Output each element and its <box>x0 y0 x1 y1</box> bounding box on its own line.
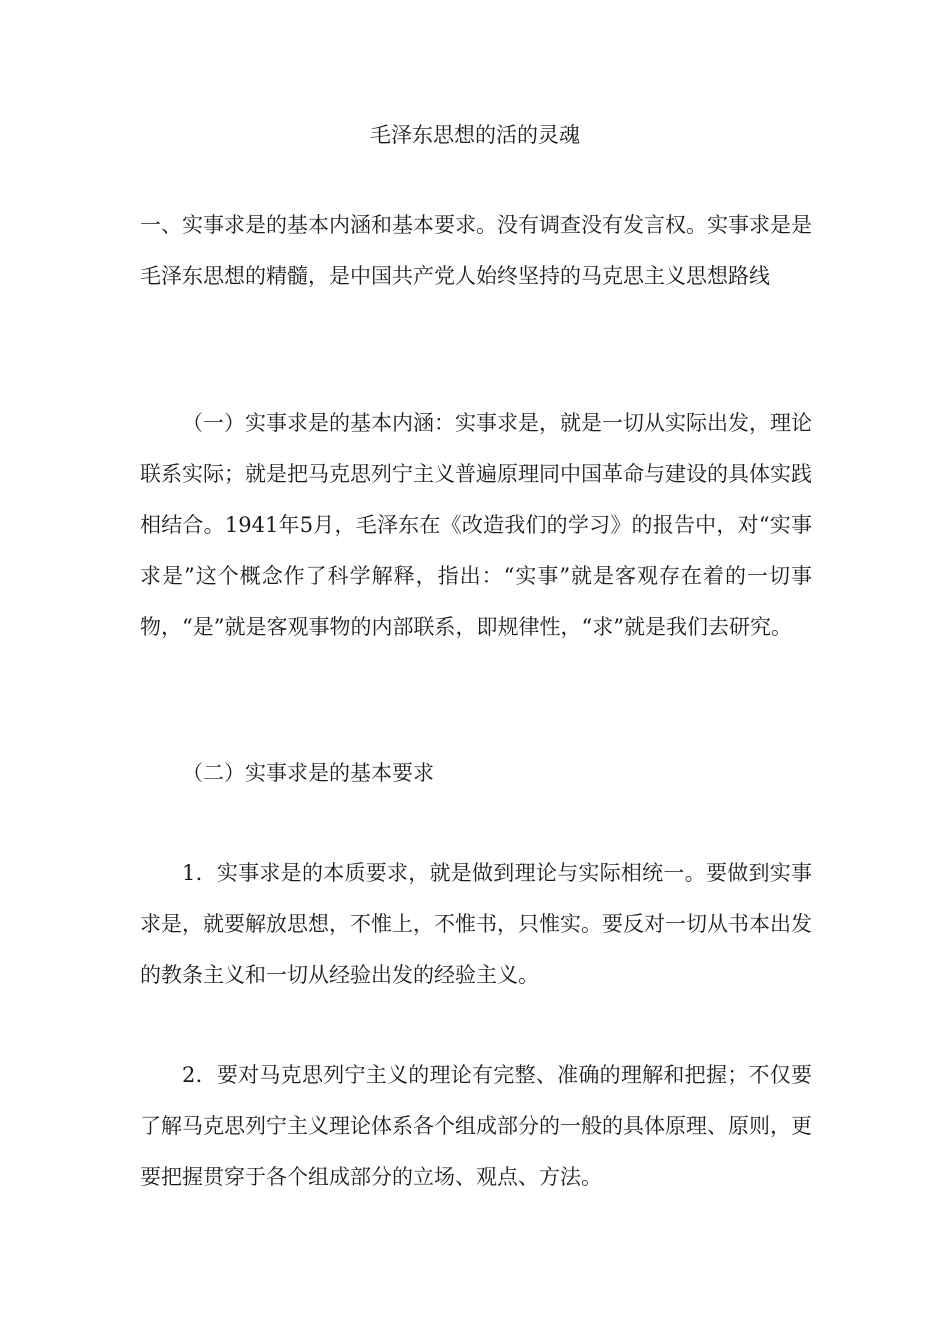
document-title: 毛泽东思想的活的灵魂 <box>370 123 580 147</box>
body-paragraph-item-2: 2．要对马克思列宁主义的理论有完整、准确的理解和把握；不仅要了解马克思列宁主义理论体系各个组成部分的一般的具体原理、原则，更要把握贯穿于各个组成部分的立场、观点、方法。 <box>140 1063 812 1189</box>
body-paragraph-item-1: 1．实事求是的本质要求，就是做到理论与实际相统一。要做到实事求是，就要解放思想，不惟上，不惟书，只惟实。要反对一切从书本出发的教条主义和一切从经验出发的经验主义。 <box>140 861 812 987</box>
section-heading-paragraph: 一、实事求是的基本内涵和基本要求。没有调查没有发言权。实事求是是毛泽东思想的精髓，是中国共产党人始终坚持的马克思主义思想路线 <box>140 213 812 288</box>
subsection-heading: （二）实事求是的基本要求 <box>182 761 434 785</box>
body-paragraph-basic-meaning: （一）实事求是的基本内涵：实事求是，就是一切从实际出发，理论联系实际；就是把马克思列宁主义普遍原理同中国革命与建设的具体实践相结合。1941年5月，毛泽东在《改造我们的学习》的报告中，对“实事求是”这个概念作了科学解释，指出：“实事”就是客观存在着的一切事物，“是”就是客观事物的内部联系，即规律性，“求”就是我们去研究。 <box>140 411 812 639</box>
